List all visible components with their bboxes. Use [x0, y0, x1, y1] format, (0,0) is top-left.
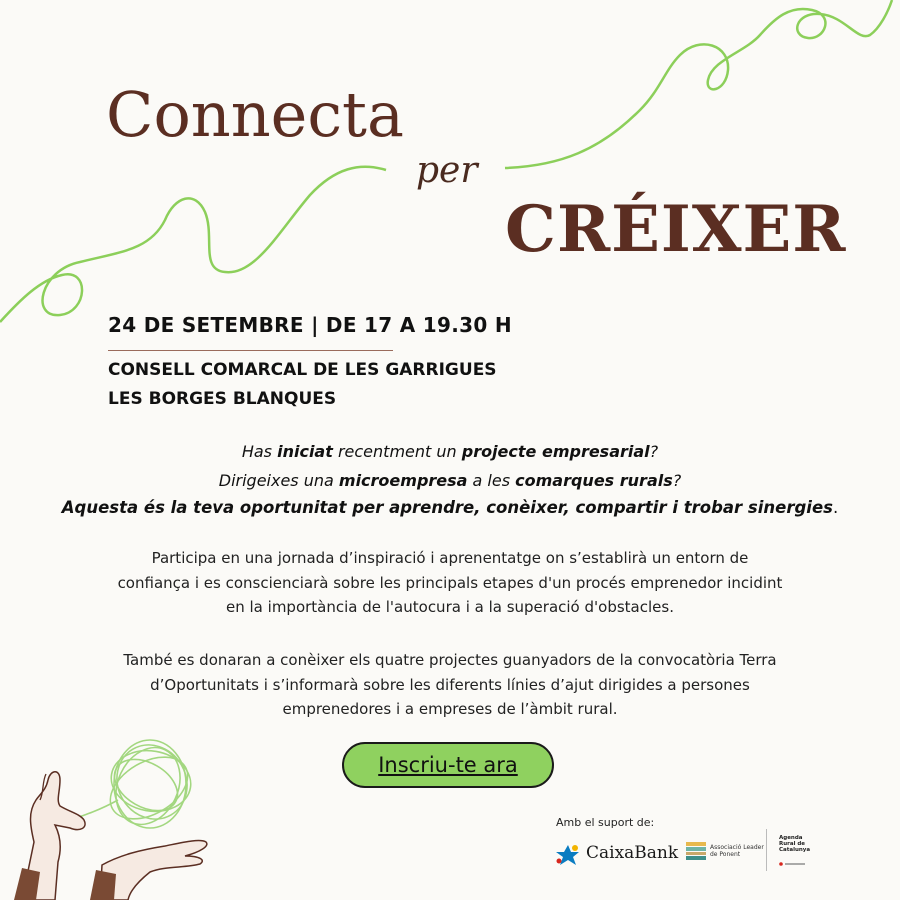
text: Dirigeixes una — [218, 471, 339, 490]
logo-line: Agenda — [779, 835, 803, 841]
title-creixer: CRÉIXER — [505, 192, 847, 267]
text: ? — [649, 442, 659, 461]
caixabank-star-icon — [553, 843, 583, 867]
event-date: 24 DE SETEMBRE | DE 17 A 19.30 H — [108, 313, 512, 337]
leader-ponent-logo-text — [710, 844, 770, 858]
description-paragraph-2 — [70, 648, 830, 722]
paragraph-line: confiança i es conscienciarà sobre les principals etapes d'un procés emprenedor incidint — [117, 573, 783, 592]
emphasis: microempresa — [338, 471, 468, 490]
curve-right — [505, 0, 892, 168]
event-location: LES BORGES BLANQUES — [108, 389, 337, 409]
register-button[interactable]: Inscriu-te ara — [342, 742, 554, 788]
text: a les — [467, 471, 516, 490]
paragraph-line: en la importància de l'autocura i a la superació d'obstacles. — [226, 598, 674, 616]
text: . — [832, 498, 839, 517]
paragraph-line: Participa en una jornada d’inspiració i aprenentatge on s’establirà un entorn de — [151, 549, 749, 567]
paragraph-line: emprenedores i a empreses de l’àmbit rural. — [282, 700, 618, 718]
question-2 — [0, 471, 900, 490]
text: recentment un — [332, 442, 462, 461]
leader-ponent-stripes-icon — [686, 842, 706, 860]
text: Aquesta és la teva oportunitat per aprendre, conèixer, compartir i trobar sinergies — [61, 498, 833, 517]
tagline — [0, 498, 900, 517]
text: ? — [672, 471, 682, 490]
divider — [108, 350, 393, 351]
title-per: per — [416, 150, 478, 191]
event-venue: CONSELL COMARCAL DE LES GARRIGUES — [108, 360, 497, 380]
text: Has — [241, 442, 278, 461]
caixabank-logo-text: CaixaBank — [586, 843, 679, 863]
title-connecta: Connecta — [106, 78, 404, 151]
logo-separator — [766, 829, 767, 871]
logo-line: Associació Leader — [710, 844, 764, 851]
logo-line: Catalunya — [779, 847, 811, 853]
description-paragraph-1 — [70, 546, 830, 620]
question-1 — [0, 442, 900, 461]
paragraph-line: d’Oportunitats i s’informarà sobre les diferents línies d’ajut dirigides a persones — [150, 675, 750, 694]
hands-yarn-ball-illustration — [14, 732, 207, 900]
logo-line: Rural de — [779, 841, 806, 847]
logo-line: de Ponent — [710, 851, 741, 858]
support-label: Amb el suport de: — [556, 816, 655, 829]
emphasis: iniciat — [277, 442, 333, 461]
emphasis: projecte empresarial — [461, 442, 650, 461]
agenda-rural-logo-text — [779, 835, 819, 853]
agenda-rural-mark-icon — [779, 862, 809, 866]
curve-left — [0, 167, 386, 322]
emphasis: comarques rurals — [515, 471, 673, 490]
paragraph-line: També es donaran a conèixer els quatre projectes guanyadors de la convocatòria Terra — [123, 651, 777, 669]
